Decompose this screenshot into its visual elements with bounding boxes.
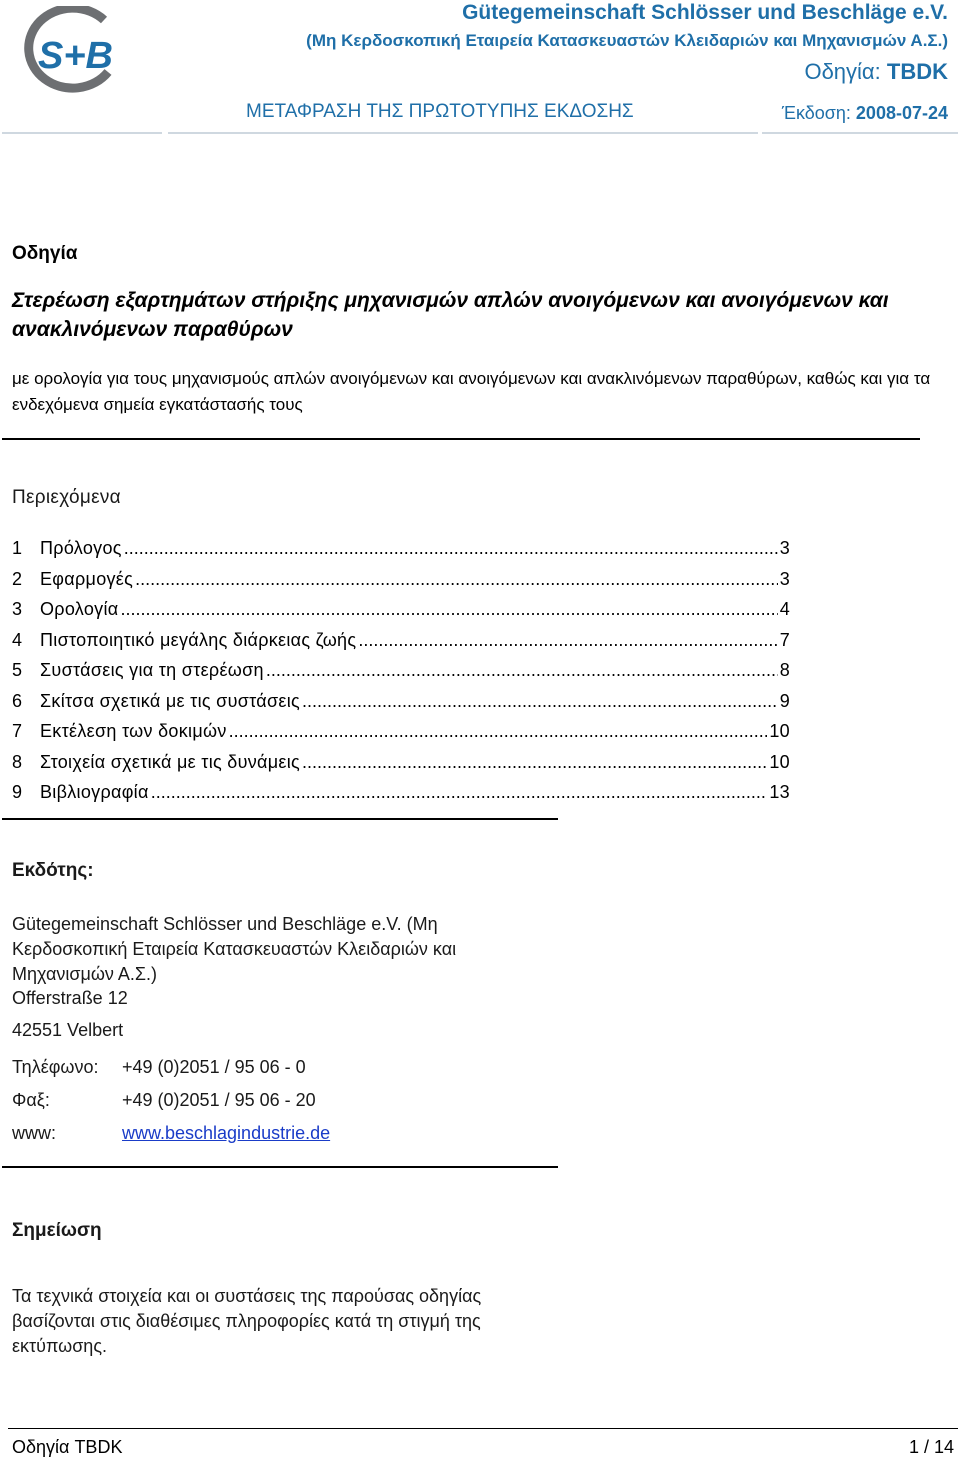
toc-leader-dots (120, 599, 777, 620)
note-heading: Σημείωση (12, 1220, 102, 1241)
toc-leader-dots (358, 630, 777, 651)
edition-date: 2008-07-24 (855, 103, 948, 123)
toc-item-number: 9 (12, 782, 23, 802)
header-divider (2, 132, 162, 134)
web-link-wrapper (122, 1123, 330, 1144)
edition-line (782, 103, 948, 124)
toc-item-number: 8 (12, 751, 23, 772)
toc-divider (2, 818, 558, 820)
toc-item-page: 7 (779, 629, 790, 650)
toc-item-label: Πρόλογος (40, 538, 122, 558)
guide-code-line (804, 59, 948, 85)
toc-item[interactable] (12, 599, 790, 630)
footer-document-name: Οδηγία TBDK (12, 1437, 123, 1457)
website-link[interactable]: www.beschlagindustrie.de (122, 1123, 331, 1143)
toc-item-page: 3 (779, 538, 790, 558)
toc-item-label: Εκτέλεση των δοκιμών (40, 721, 227, 741)
translation-note: ΜΕΤΑΦΡΑΣΗ ΤΗΣ ΠΡΩΤΟΤΥΠΗΣ ΕΚΔΟΣΗΣ (246, 101, 634, 122)
edition-label: Έκδοση: (781, 103, 856, 123)
toc-item-number: 6 (12, 690, 23, 711)
footer-page-number: 1 / 14 (908, 1437, 954, 1457)
toc-item-number: 3 (12, 599, 23, 619)
toc-item-page: 13 (769, 782, 790, 802)
org-name: Gütegemeinschaft Schlösser und Beschläge e.V. (462, 1, 948, 24)
toc-item-page: 10 (769, 751, 790, 772)
table-of-contents (12, 538, 790, 813)
toc-item-number: 4 (12, 629, 23, 650)
header-divider (168, 132, 758, 134)
toc-item-label: Πιστοποιητικό μεγάλης διάρκειας ζωής (40, 629, 357, 650)
toc-item-label: Σκίτσα σχετικά με τις συστάσεις (40, 690, 300, 711)
toc-item[interactable] (12, 538, 790, 569)
toc-item-page: 4 (779, 599, 790, 619)
toc-leader-dots (302, 691, 778, 712)
sb-logo (8, 6, 120, 98)
toc-item-label: Στοιχεία σχετικά με τις δυνάμεις (40, 751, 301, 772)
toc-leader-dots (229, 721, 768, 742)
toc-heading: Περιεχόμενα (12, 487, 121, 508)
guide-code: TBDK (886, 59, 948, 84)
toc-item[interactable] (12, 721, 790, 752)
publisher-heading: Εκδότης: (12, 860, 94, 881)
phone-label: Τηλέφωνο: (12, 1057, 99, 1077)
toc-item-number: 2 (12, 568, 23, 589)
document-subtitle: με ορολογία για τους μηχανισμούς απλών ανοιγόμενων και ανοιγόμενων και ανακλινόμενων παραθύρων, καθώς και για τα ενδεχόμενα σημεία εγκατάστασής τους (12, 369, 931, 414)
header-divider (762, 132, 958, 134)
toc-item[interactable] (12, 752, 790, 783)
toc-item-number: 1 (12, 538, 23, 558)
publisher-street: Offerstraße 12 (12, 988, 128, 1008)
footer-divider (8, 1428, 958, 1429)
note-text: Τα τεχνικά στοιχεία και οι συστάσεις της παρούσας οδηγίας βασίζονται στις διαθέσιμες πληροφορίες κατά τη στιγμή της εκτύπωσης. (12, 1286, 482, 1356)
document-kind: Οδηγία (12, 243, 78, 264)
toc-leader-dots (124, 538, 778, 559)
toc-item-label: Συστάσεις για τη στερέωση (40, 660, 264, 680)
toc-item-label: Εφαρμογές (40, 568, 134, 589)
toc-item-number: 7 (12, 721, 23, 741)
fax-value: +49 (0)2051 / 95 06 - 20 (122, 1090, 316, 1110)
document-title: Στερέωση εξαρτημάτων στήριξης μηχανισμών απλών ανοιγόμενων και ανοιγόμενων και ανακλινόμενων παραθύρων (12, 289, 889, 341)
web-label: www: (12, 1123, 56, 1143)
toc-item[interactable] (12, 691, 790, 722)
toc-leader-dots (151, 782, 768, 803)
phone-value: +49 (0)2051 / 95 06 - 0 (122, 1057, 306, 1077)
toc-leader-dots (266, 660, 778, 681)
toc-item-page: 8 (779, 660, 790, 680)
toc-item[interactable] (12, 660, 790, 691)
toc-leader-dots (135, 569, 778, 590)
toc-item-label: Βιβλιογραφία (40, 782, 149, 802)
publisher-city: 42551 Velbert (12, 1020, 124, 1040)
toc-item-page: 10 (769, 721, 790, 741)
toc-item[interactable] (12, 569, 790, 600)
title-divider (2, 438, 920, 440)
guide-label: Οδηγία: (804, 59, 887, 84)
toc-item-number: 5 (12, 660, 23, 680)
fax-label: Φαξ: (12, 1090, 50, 1110)
org-subtitle: (Μη Κερδοσκοπική Εταιρεία Κατασκευαστών Κλειδαριών και Μηχανισμών Α.Σ.) (306, 31, 948, 50)
toc-item-page: 9 (779, 690, 790, 711)
toc-leader-dots (302, 752, 767, 773)
toc-item[interactable] (12, 630, 790, 661)
publisher-divider (2, 1166, 558, 1168)
toc-item[interactable] (12, 782, 790, 813)
logo-text: S+B (38, 35, 113, 77)
toc-item-page: 3 (779, 568, 790, 589)
publisher-name: Gütegemeinschaft Schlösser und Beschläge e.V. (Μη Κερδοσκοπική Εταιρεία Κατασκευαστών Κλειδαριών και Μηχανισμών Α.Σ.) (12, 914, 457, 984)
toc-item-label: Ορολογία (40, 599, 119, 619)
